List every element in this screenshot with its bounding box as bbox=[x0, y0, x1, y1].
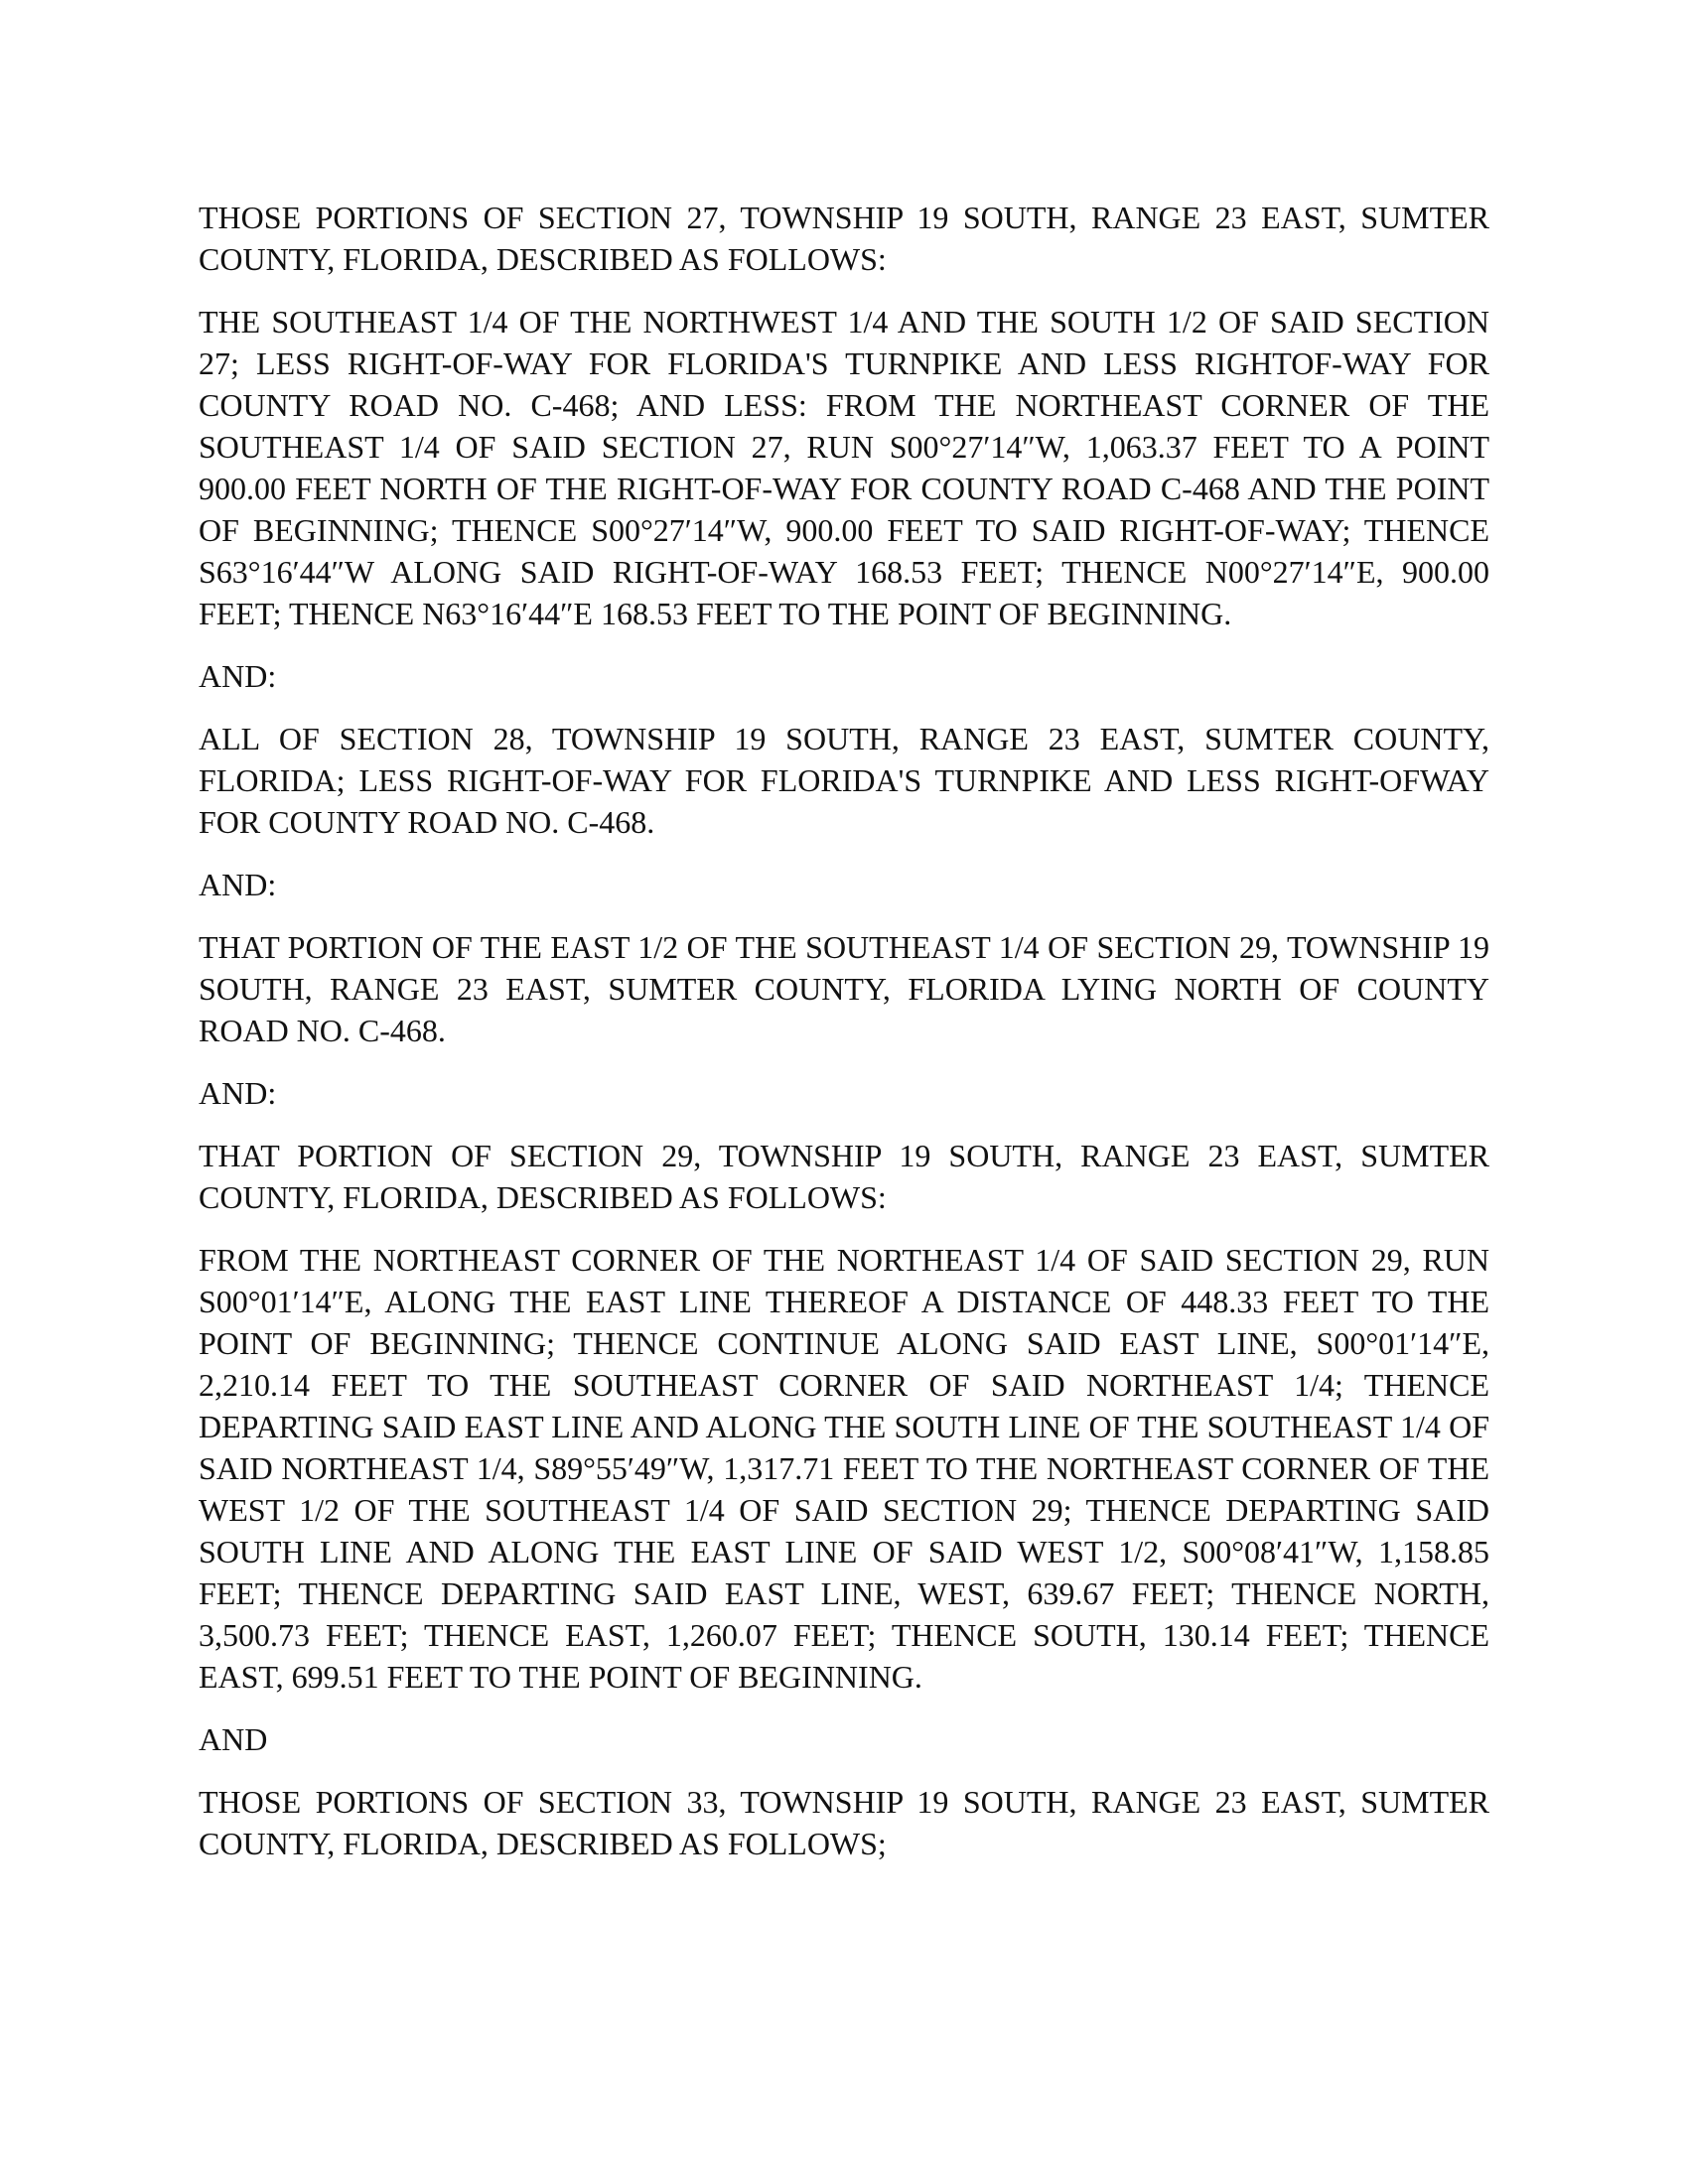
section-27-heading: THOSE PORTIONS OF SECTION 27, TOWNSHIP 19 SOUTH, RANGE 23 EAST, SUMTER COUNTY, FLORIDA, DESCRIBED AS FOLLOWS: bbox=[199, 200, 1489, 277]
legal-description-page bbox=[199, 197, 1489, 1885]
section-33-heading: THOSE PORTIONS OF SECTION 33, TOWNSHIP 19 SOUTH, RANGE 23 EAST, SUMTER COUNTY, FLORIDA, DESCRIBED AS FOLLOWS; bbox=[199, 1784, 1489, 1861]
section-29-metes-and-bounds: FROM THE NORTHEAST CORNER OF THE NORTHEAST 1/4 OF SAID SECTION 29, RUN S00°01′14″E, ALONG THE EAST LINE THEREOF A DISTANCE OF 448.33 FEET TO THE POINT OF BEGINNING; THENCE CONTINUE ALONG SAID EAST LINE, S00°01′14″E, 2,210.14 FEET TO THE SOUTHEAST CORNER OF SAID NORTHEAST 1/4; THENCE DEPARTING SAID EAST LINE AND ALONG THE SOUTH LINE OF THE SOUTHEAST 1/4 OF SAID NORTHEAST 1/4, S89°55′49″W, 1,317.71 FEET TO THE NORTHEAST CORNER OF THE WEST 1/2 OF THE SOUTHEAST 1/4 OF SAID SECTION 29; THENCE DEPARTING SAID SOUTH LINE AND ALONG THE EAST LINE OF SAID WEST 1/2, S00°08′41″W, 1,158.85 FEET; THENCE DEPARTING SAID EAST LINE, WEST, 639.67 FEET; THENCE NORTH, 3,500.73 FEET; THENCE EAST, 1,260.07 FEET; THENCE SOUTH, 130.14 FEET; THENCE EAST, 699.51 FEET TO THE POINT OF BEGINNING. bbox=[199, 1242, 1489, 1695]
section-29-east-half-description: THAT PORTION OF THE EAST 1/2 OF THE SOUTHEAST 1/4 OF SECTION 29, TOWNSHIP 19 SOUTH, RANGE 23 EAST, SUMTER COUNTY, FLORIDA LYING NORTH OF COUNTY ROAD NO. C-468. bbox=[199, 929, 1489, 1048]
and-separator: AND bbox=[199, 1721, 268, 1757]
and-separator: AND: bbox=[199, 1075, 277, 1111]
section-27-description: THE SOUTHEAST 1/4 OF THE NORTHWEST 1/4 AND THE SOUTH 1/2 OF SAID SECTION 27; LESS RIGHT-OF-WAY FOR FLORIDA'S TURNPIKE AND LESS RIGHTOF-WAY FOR COUNTY ROAD NO. C-468; AND LESS: FROM THE NORTHEAST CORNER OF THE SOUTHEAST 1/4 OF SAID SECTION 27, RUN S00°27′14″W, 1,063.37 FEET TO A POINT 900.00 FEET NORTH OF THE RIGHT-OF-WAY FOR COUNTY ROAD C-468 AND THE POINT OF BEGINNING; THENCE S00°27′14″W, 900.00 FEET TO SAID RIGHT-OF-WAY; THENCE S63°16′44″W ALONG SAID RIGHT-OF-WAY 168.53 FEET; THENCE N00°27′14″E, 900.00 FEET; THENCE N63°16′44″E 168.53 FEET TO THE POINT OF BEGINNING. bbox=[199, 304, 1489, 631]
and-separator: AND: bbox=[199, 867, 277, 902]
and-separator: AND: bbox=[199, 658, 277, 694]
section-29-heading: THAT PORTION OF SECTION 29, TOWNSHIP 19 SOUTH, RANGE 23 EAST, SUMTER COUNTY, FLORIDA, DESCRIBED AS FOLLOWS: bbox=[199, 1138, 1489, 1215]
section-28-description: ALL OF SECTION 28, TOWNSHIP 19 SOUTH, RANGE 23 EAST, SUMTER COUNTY, FLORIDA; LESS RIGHT-OF-WAY FOR FLORIDA'S TURNPIKE AND LESS RIGHT-OFWAY FOR COUNTY ROAD NO. C-468. bbox=[199, 721, 1489, 840]
